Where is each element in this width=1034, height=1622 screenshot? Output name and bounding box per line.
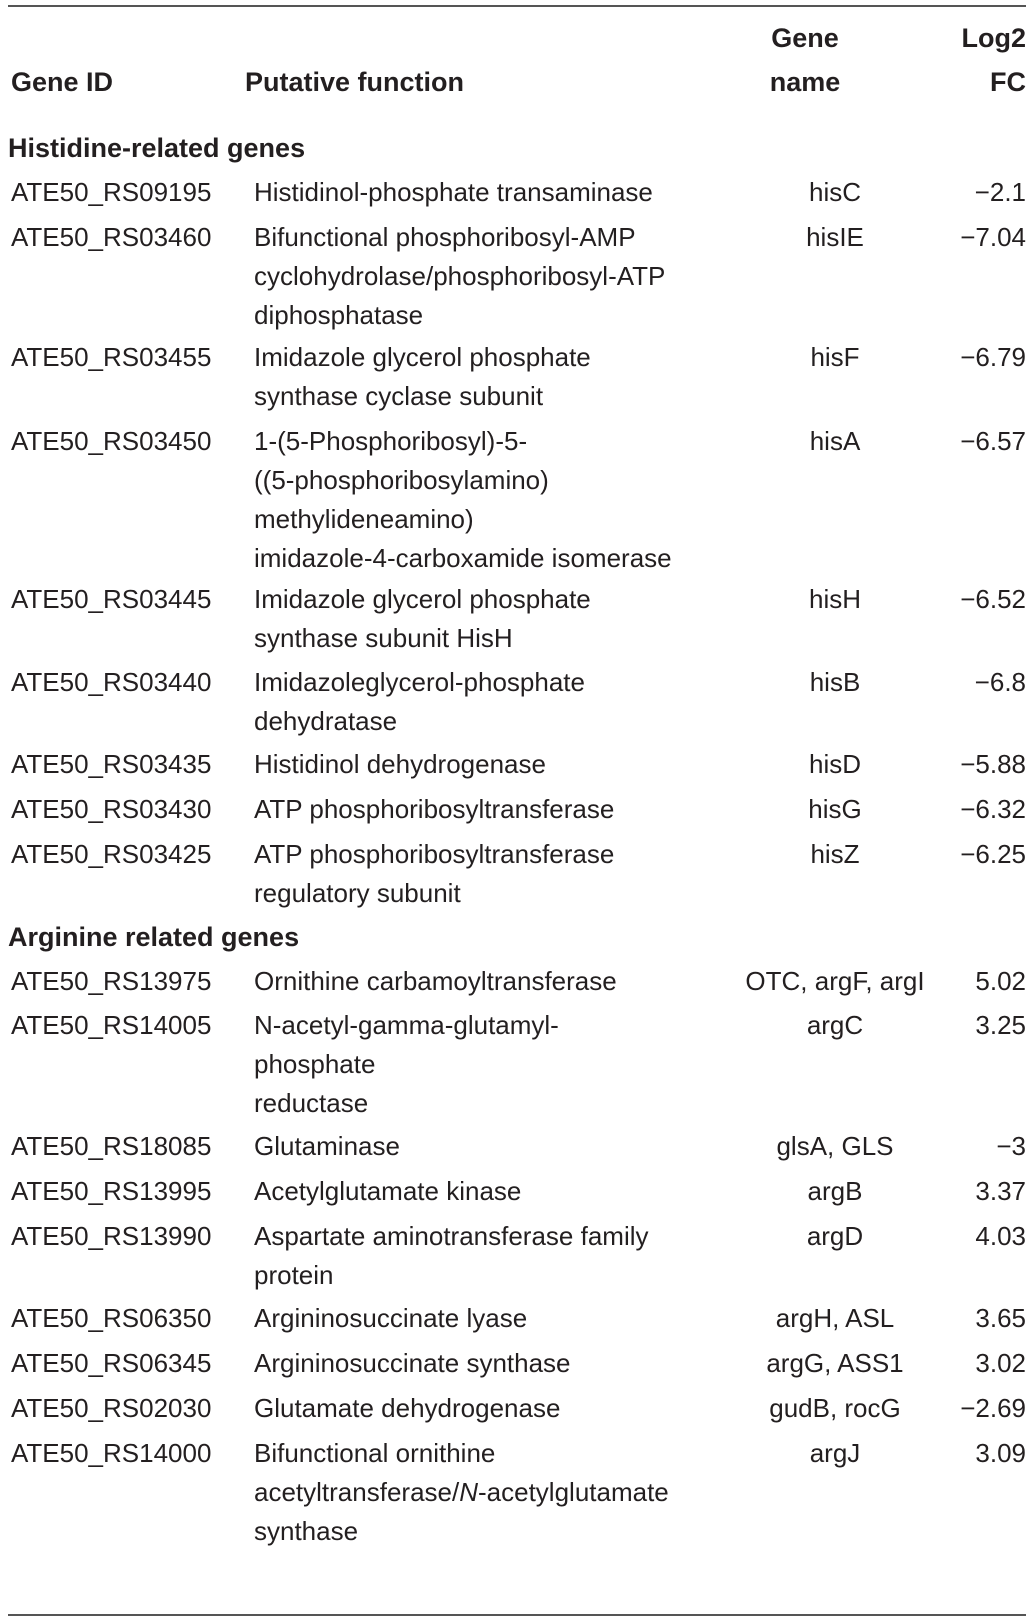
function-line: synthase cyclase subunit xyxy=(254,381,544,411)
function-line: Imidazole glycerol phosphate xyxy=(254,584,591,614)
function-line: cyclohydrolase/phosphoribosyl-ATP xyxy=(254,261,666,291)
function-line: ATP phosphoribosyltransferase xyxy=(254,794,615,824)
gene-id-cell: ATE50_RS18085 xyxy=(11,1131,212,1161)
gene-id-cell: ATE50_RS03455 xyxy=(11,342,212,372)
function-line: Bifunctional ornithine xyxy=(254,1438,496,1468)
function-line: dehydratase xyxy=(254,706,398,736)
header-log2fc-line1: Log2 xyxy=(961,23,1026,53)
function-line: synthase subunit HisH xyxy=(254,623,513,653)
function-line: reductase xyxy=(254,1088,369,1118)
log2fc-cell: 3.65 xyxy=(975,1303,1026,1333)
log2fc-cell: −5.88 xyxy=(960,749,1026,779)
putative-function-cell xyxy=(254,1434,734,1551)
log2fc-cell: −6.32 xyxy=(960,794,1026,824)
log2fc-cell: 3.02 xyxy=(975,1348,1026,1378)
putative-function-cell xyxy=(254,1344,734,1383)
function-line: Imidazole glycerol phosphate xyxy=(254,342,591,372)
gene-id-cell: ATE50_RS13990 xyxy=(11,1221,212,1251)
function-line: Acetylglutamate kinase xyxy=(254,1176,522,1206)
putative-function-cell xyxy=(254,218,734,335)
function-line: ((5-phosphoribosylamino) xyxy=(254,465,549,495)
gene-name-cell: OTC, argF, argI xyxy=(745,966,925,996)
gene-id-cell: ATE50_RS03450 xyxy=(11,426,212,456)
function-line: synthase xyxy=(254,1516,359,1546)
gene-name-cell: hisF xyxy=(810,342,860,372)
gene-id-cell: ATE50_RS03460 xyxy=(11,222,212,252)
function-line: imidazole-4-carboxamide isomerase xyxy=(254,543,672,573)
gene-id-cell: ATE50_RS13975 xyxy=(11,966,212,996)
gene-id-cell: ATE50_RS03440 xyxy=(11,667,212,697)
function-line: Argininosuccinate synthase xyxy=(254,1348,571,1378)
log2fc-cell: 3.25 xyxy=(975,1010,1026,1040)
function-line: Histidinol-phosphate transaminase xyxy=(254,177,653,207)
putative-function-cell xyxy=(254,663,734,741)
gene-id-cell: ATE50_RS02030 xyxy=(11,1393,212,1423)
putative-function-cell xyxy=(254,422,734,578)
putative-function-cell xyxy=(254,1006,734,1123)
gene-id-cell: ATE50_RS14005 xyxy=(11,1010,212,1040)
gene-id-cell: ATE50_RS06350 xyxy=(11,1303,212,1333)
gene-name-cell: hisIE xyxy=(806,222,864,252)
log2fc-cell: −6.25 xyxy=(960,839,1026,869)
header-gene-id: Gene ID xyxy=(11,67,114,97)
gene-name-cell: hisB xyxy=(809,667,861,697)
function-line: diphosphatase xyxy=(254,300,424,330)
function-line: regulatory subunit xyxy=(254,878,461,908)
header-gene-name-line2: name xyxy=(769,67,841,97)
gene-name-cell: gudB, rocG xyxy=(769,1393,901,1423)
gene-name-cell: hisA xyxy=(809,426,861,456)
log2fc-cell: −2.1 xyxy=(974,177,1026,207)
putative-function-cell xyxy=(254,1217,734,1295)
log2fc-cell: 5.02 xyxy=(975,966,1026,996)
gene-name-cell: argB xyxy=(807,1176,863,1206)
gene-id-cell: ATE50_RS13995 xyxy=(11,1176,212,1206)
function-line: protein xyxy=(254,1260,334,1290)
log2fc-cell: −6.57 xyxy=(960,426,1026,456)
gene-name-cell: argH, ASL xyxy=(775,1303,895,1333)
function-line: phosphate xyxy=(254,1049,376,1079)
log2fc-cell: −6.8 xyxy=(974,667,1026,697)
function-line: acetyltransferase/N-acetylglutamate xyxy=(254,1477,669,1507)
gene-name-cell: hisG xyxy=(808,794,862,824)
gene-id-cell: ATE50_RS06345 xyxy=(11,1348,212,1378)
function-line: Ornithine carbamoyltransferase xyxy=(254,966,617,996)
putative-function-cell xyxy=(254,835,734,913)
gene-id-cell: ATE50_RS14000 xyxy=(11,1438,212,1468)
function-line: methylideneamino) xyxy=(254,504,474,534)
gene-name-cell: argD xyxy=(806,1221,864,1251)
gene-name-cell: hisH xyxy=(808,584,861,614)
function-line: Argininosuccinate lyase xyxy=(254,1303,528,1333)
gene-name-cell: glsA, GLS xyxy=(776,1131,894,1161)
putative-function-cell xyxy=(254,1389,734,1428)
bottom-rule xyxy=(8,1614,1026,1616)
function-line: Glutamate dehydrogenase xyxy=(254,1393,561,1423)
gene-name-cell: hisD xyxy=(808,749,861,779)
gene-id-cell: ATE50_RS03435 xyxy=(11,749,212,779)
putative-function-cell xyxy=(254,1299,734,1338)
gene-id-cell: ATE50_RS09195 xyxy=(11,177,212,207)
putative-function-cell xyxy=(254,1127,734,1166)
function-line: N-acetyl-gamma-glutamyl- xyxy=(254,1010,559,1040)
log2fc-cell: −7.04 xyxy=(960,222,1026,252)
function-line: Aspartate aminotransferase family xyxy=(254,1221,649,1251)
gene-name-cell: argC xyxy=(806,1010,864,1040)
log2fc-cell: 3.37 xyxy=(975,1176,1026,1206)
gene-name-cell: argG, ASS1 xyxy=(766,1348,904,1378)
putative-function-cell xyxy=(254,580,734,658)
function-line: Histidinol dehydrogenase xyxy=(254,749,546,779)
putative-function-cell xyxy=(254,1172,734,1211)
function-line: 1-(5-Phosphoribosyl)-5- xyxy=(254,426,528,456)
section-title: Histidine-related genes xyxy=(8,133,306,163)
putative-function-cell xyxy=(254,790,734,829)
log2fc-cell: 3.09 xyxy=(975,1438,1026,1468)
log2fc-cell: −6.52 xyxy=(960,584,1026,614)
header-gene-name-line1: Gene xyxy=(771,23,839,53)
section-title: Arginine related genes xyxy=(8,922,300,952)
log2fc-cell: −3 xyxy=(996,1131,1026,1161)
function-line: Imidazoleglycerol-phosphate xyxy=(254,667,585,697)
gene-id-cell: ATE50_RS03445 xyxy=(11,584,212,614)
putative-function-cell xyxy=(254,338,734,416)
log2fc-cell: −2.69 xyxy=(960,1393,1026,1423)
gene-name-cell: hisZ xyxy=(810,839,860,869)
function-line: Bifunctional phosphoribosyl-AMP xyxy=(254,222,636,252)
function-line: Glutaminase xyxy=(254,1131,400,1161)
function-line: ATP phosphoribosyltransferase xyxy=(254,839,615,869)
header-log2fc-line2: FC xyxy=(990,67,1026,97)
putative-function-cell xyxy=(254,962,734,1001)
log2fc-cell: −6.79 xyxy=(960,342,1026,372)
putative-function-cell xyxy=(254,173,734,212)
gene-name-cell: hisC xyxy=(808,177,861,207)
putative-function-cell xyxy=(254,745,734,784)
gene-name-cell: argJ xyxy=(809,1438,861,1468)
header-putative-function: Putative function xyxy=(245,67,465,97)
log2fc-cell: 4.03 xyxy=(975,1221,1026,1251)
gene-id-cell: ATE50_RS03425 xyxy=(11,839,212,869)
gene-id-cell: ATE50_RS03430 xyxy=(11,794,212,824)
top-rule xyxy=(8,5,1026,7)
